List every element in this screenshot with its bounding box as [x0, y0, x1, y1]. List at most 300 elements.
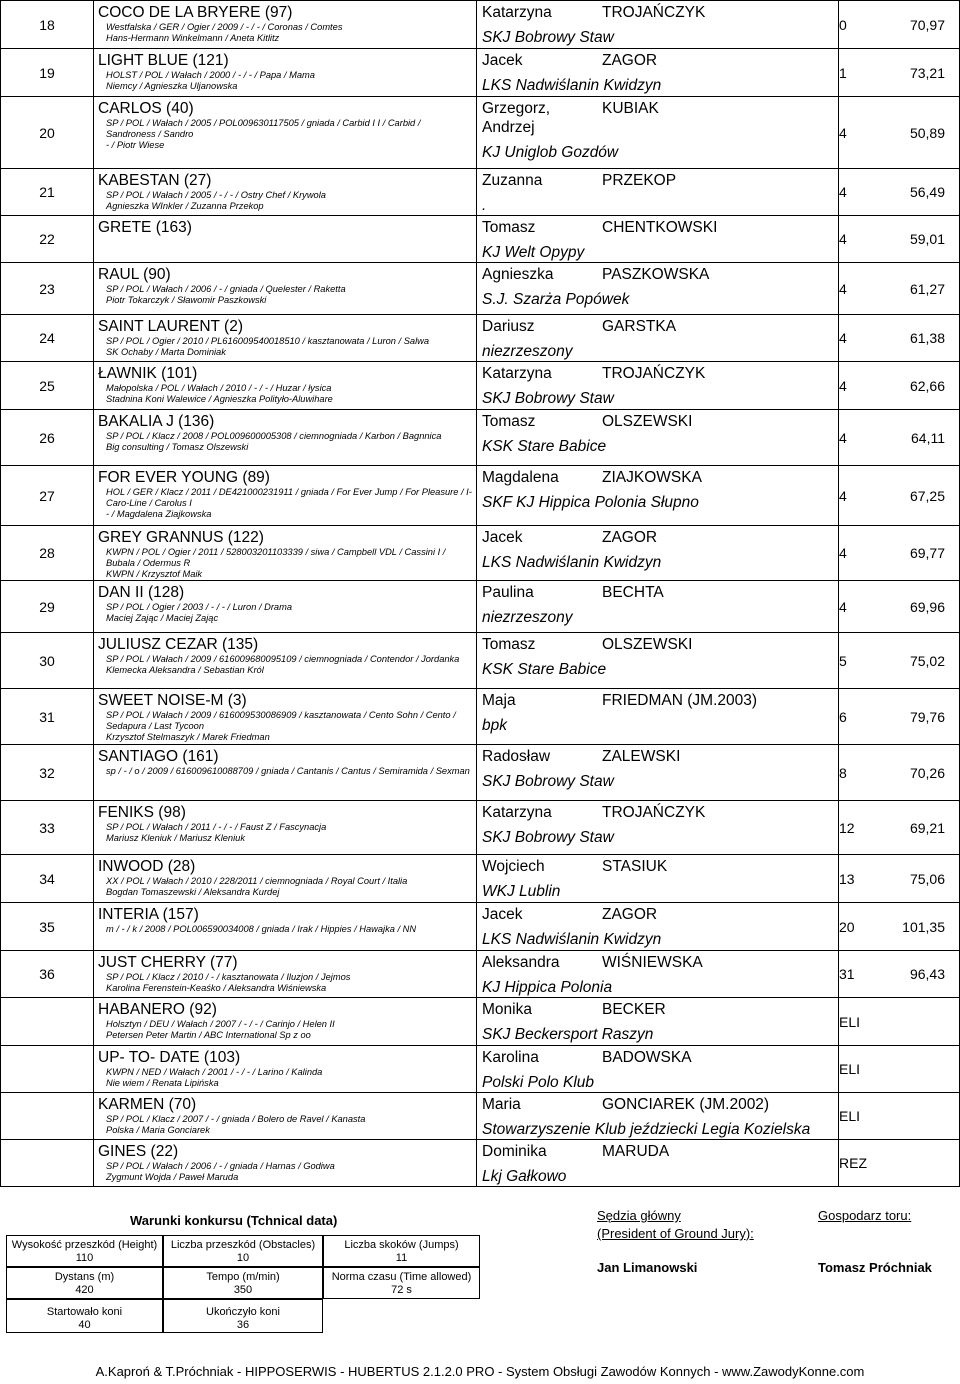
- rider-cell: [477, 1046, 839, 1093]
- rider-club: bpk: [482, 717, 507, 734]
- rider-cell: [477, 97, 839, 169]
- horse-info: [98, 383, 472, 405]
- round-time: 50,89: [909, 124, 945, 141]
- round-time: 69,96: [909, 598, 945, 615]
- horse-cell: [94, 410, 477, 466]
- result-cell: [839, 1140, 960, 1187]
- horse-info: [98, 70, 472, 92]
- rider-club: SKJ Bobrowy Staw: [482, 29, 614, 46]
- distance-box: [6, 1267, 163, 1299]
- horse-info-line: SP / POL / Wałach / 2006 / - / gniada / Quelester / Raketta: [106, 284, 346, 294]
- tempo-label: Tempo (m/min): [206, 1271, 280, 1283]
- height-value: 110: [75, 1252, 94, 1264]
- rider-last-name: BECHTA: [602, 584, 664, 601]
- horse-info: [98, 336, 472, 358]
- table-row: [1, 951, 960, 998]
- rider-last-name: MARUDA: [602, 1143, 670, 1160]
- horse-info: [98, 1019, 472, 1041]
- place-cell: 23: [1, 263, 94, 315]
- rider-cell: [477, 801, 839, 855]
- rider-first-name: Radosław: [482, 748, 551, 765]
- obstacles-value: 10: [236, 1252, 250, 1264]
- result-cell: [839, 998, 960, 1046]
- horse-name: SAINT LAURENT (2): [98, 318, 243, 335]
- horse-cell: [94, 97, 477, 169]
- table-row: [1, 526, 960, 581]
- tempo-value: 350: [233, 1284, 253, 1296]
- started-label: Startowało koni: [46, 1306, 123, 1318]
- horse-info: [98, 654, 472, 676]
- round-time: [898, 1155, 945, 1171]
- distance-label: Dystans (m): [54, 1271, 115, 1283]
- horse-info: [98, 284, 472, 306]
- place-cell: 19: [1, 49, 94, 97]
- rider-club: KSK Stare Babice: [482, 438, 607, 455]
- rider-club: KJ Uniglob Gozdów: [482, 144, 619, 161]
- horse-cell: [94, 1046, 477, 1093]
- place-cell: 28: [1, 526, 94, 581]
- rider-last-name: ZAGOR: [602, 52, 658, 69]
- place-cell: 29: [1, 581, 94, 633]
- rider-cell: [477, 1140, 839, 1187]
- horse-name: BAKALIA J (136): [98, 413, 215, 430]
- horse-cell: [94, 263, 477, 315]
- jumps-value: 11: [395, 1252, 408, 1264]
- rider-club: LKS Nadwiślanin Kwidzyn: [482, 77, 662, 94]
- rider-first-name: Magdalena: [482, 469, 559, 486]
- horse-info: [98, 118, 472, 151]
- horse-info-line: Holsztyn / DEU / Wałach / 2007 / - / - / Carinjo / Helen II: [106, 1019, 335, 1029]
- round-time: 64,11: [911, 429, 945, 446]
- table-row: [1, 903, 960, 951]
- place-cell: 27: [1, 466, 94, 526]
- conditions-title: Warunki konkursu (Tchnical data): [130, 1213, 338, 1228]
- rider-last-name: GARSTKA: [602, 318, 677, 335]
- place-cell: 33: [1, 801, 94, 855]
- horse-info: [98, 602, 472, 624]
- rider-cell: [477, 855, 839, 903]
- rider-first-name: Wojciech: [482, 858, 545, 875]
- horse-info-line: SP / POL / Wałach / 2006 / - / gniada / Harnas / Godiwa: [106, 1161, 335, 1171]
- rider-cell: [477, 951, 839, 998]
- rider-last-name: PRZEKOP: [602, 172, 677, 189]
- table-row: [1, 801, 960, 855]
- table-row: [1, 633, 960, 689]
- horse-info: [98, 22, 472, 44]
- rider-last-name: KUBIAK: [602, 100, 659, 117]
- rider-club: LKS Nadwiślanin Kwidzyn: [482, 931, 662, 948]
- rider-last-name: GONCIAREK (JM.2002): [602, 1096, 770, 1113]
- rider-last-name: ZAGOR: [602, 529, 658, 546]
- penalty-points: ELI: [839, 1013, 861, 1030]
- place-cell: 18: [1, 1, 94, 49]
- horse-info-line: Klemecka Aleksandra / Sebastian Król: [106, 665, 264, 675]
- penalty-points: 0: [839, 16, 847, 33]
- rider-club: SKJ Beckersport Raszyn: [482, 1026, 654, 1043]
- table-row: [1, 855, 960, 903]
- result-cell: [839, 362, 960, 410]
- round-time: 79,76: [909, 708, 945, 725]
- horse-info-line: KWPN / Krzysztof Maik: [106, 569, 203, 579]
- horse-info-line: Karolina Ferenstein-Keaśko / Aleksandra Wiśniewska: [106, 983, 327, 993]
- horse-cell: [94, 903, 477, 951]
- horse-info-line: Bogdan Tomaszewski / Aleksandra Kurdej: [106, 887, 280, 897]
- result-cell: [839, 1046, 960, 1093]
- horse-cell: [94, 951, 477, 998]
- rider-first-name: Katarzyna: [482, 365, 552, 382]
- horse-info: [98, 822, 472, 844]
- horse-info-line: SP / POL / Klacz / 2008 / POL009600005308 / ciemnogniada / Karbon / Bagnnica: [106, 431, 442, 441]
- round-time: 67,25: [909, 487, 945, 504]
- rider-club: niezrzeszony: [482, 343, 573, 360]
- obstacles-box: [163, 1235, 323, 1267]
- result-cell: [839, 951, 960, 998]
- horse-name: KARMEN (70): [98, 1096, 197, 1113]
- horse-info-line: HOL / GER / Klacz / 2011 / DE421000231911 / gniada / For Ever Jump / For Pleasure / I-Caro-Line / Carolus I: [106, 487, 472, 508]
- rider-last-name: PASZKOWSKA: [602, 266, 710, 283]
- place-cell: 24: [1, 315, 94, 362]
- rider-last-name: STASIUK: [602, 858, 668, 875]
- rider-club: .: [482, 197, 487, 214]
- rider-last-name: TROJAŃCZYK: [602, 804, 706, 821]
- time-allowed-label: Norma czasu (Time allowed): [331, 1271, 472, 1283]
- penalty-points: 12: [839, 819, 855, 836]
- rider-cell: [477, 903, 839, 951]
- obstacles-label: Liczba przeszkód (Obstacles): [170, 1239, 316, 1251]
- rider-cell: [477, 689, 839, 745]
- horse-name: FENIKS (98): [98, 804, 186, 821]
- result-cell: [839, 97, 960, 169]
- rider-club: Polski Polo Klub: [482, 1074, 595, 1091]
- rider-cell: [477, 49, 839, 97]
- horse-name: INWOOD (28): [98, 858, 196, 875]
- rider-cell: [477, 466, 839, 526]
- penalty-points: 4: [839, 487, 847, 504]
- rider-club: WKJ Lublin: [482, 883, 561, 900]
- rider-cell: [477, 263, 839, 315]
- round-time: 69,21: [909, 819, 945, 836]
- table-row: [1, 1140, 960, 1187]
- horse-name: LIGHT BLUE (121): [98, 52, 229, 69]
- rider-cell: [477, 745, 839, 801]
- place-cell: 30: [1, 633, 94, 689]
- judge-label-en: (President of Ground Jury):: [597, 1226, 754, 1241]
- penalty-points: 4: [839, 184, 847, 200]
- distance-value: 420: [75, 1284, 94, 1296]
- result-cell: [839, 315, 960, 362]
- rider-club: LKS Nadwiślanin Kwidzyn: [482, 554, 662, 571]
- horse-info-line: Krzysztof Stelmaszyk / Marek Friedman: [106, 732, 270, 742]
- place-cell: [1, 998, 94, 1046]
- horse-info-line: - / Magdalena Ziajkowska: [106, 509, 212, 519]
- table-row: [1, 216, 960, 263]
- finished-box: [163, 1299, 323, 1333]
- horse-info-line: SP / POL / Klacz / 2007 / - / gniada / Bolero de Ravel / Kanasta: [106, 1114, 366, 1124]
- rider-first-name: Tomasz: [482, 636, 536, 653]
- result-cell: [839, 216, 960, 263]
- result-cell: [839, 581, 960, 633]
- rider-cell: [477, 581, 839, 633]
- started-value: 40: [78, 1319, 91, 1331]
- rider-last-name: ZIAJKOWSKA: [602, 469, 702, 486]
- horse-name: GINES (22): [98, 1143, 179, 1160]
- rider-club: KJ Welt Opypy: [482, 244, 585, 261]
- rider-first-name: Dariusz: [482, 318, 535, 335]
- horse-name: SANTIAGO (161): [98, 748, 219, 765]
- rider-first-name: Jacek: [482, 906, 523, 923]
- table-row: [1, 315, 960, 362]
- horse-info: [98, 190, 472, 212]
- horse-info: [98, 710, 472, 743]
- height-label: Wysokość przeszkód (Height): [11, 1239, 158, 1251]
- rider-cell: [477, 1093, 839, 1140]
- rider-club: SKJ Bobrowy Staw: [482, 390, 614, 407]
- horse-cell: [94, 998, 477, 1046]
- rider-last-name: ZALEWSKI: [602, 748, 681, 765]
- table-row: [1, 263, 960, 315]
- horse-name: UP- TO- DATE (103): [98, 1049, 241, 1066]
- result-cell: [839, 410, 960, 466]
- horse-info-line: SP / POL / Klacz / 2010 / - / kasztanowata / Iluzjon / Jejmos: [106, 972, 351, 982]
- horse-name: FOR EVER YOUNG (89): [98, 469, 270, 486]
- rider-first-name: Grzegorz, Andrzej: [482, 100, 551, 136]
- horse-name: HABANERO (92): [98, 1001, 217, 1018]
- rider-first-name: Aleksandra: [482, 954, 560, 971]
- result-cell: [839, 263, 960, 315]
- round-time: 69,77: [909, 545, 945, 561]
- place-cell: [1, 1140, 94, 1187]
- penalty-points: 5: [839, 652, 847, 669]
- horse-cell: [94, 745, 477, 801]
- round-time: [898, 1108, 945, 1124]
- table-row: [1, 1, 960, 49]
- horse-info: [98, 1161, 472, 1183]
- horse-info-line: Niemcy / Agnieszka Uljanowska: [106, 81, 238, 91]
- place-cell: 20: [1, 97, 94, 169]
- horse-cell: [94, 49, 477, 97]
- rider-club: SKJ Bobrowy Staw: [482, 829, 614, 846]
- round-time: 62,66: [909, 377, 945, 394]
- rider-club: SKF KJ Hippica Polonia Słupno: [482, 494, 699, 511]
- penalty-points: 31: [839, 966, 855, 982]
- horse-info: [98, 1067, 472, 1089]
- table-row: [1, 169, 960, 216]
- place-cell: 32: [1, 745, 94, 801]
- horse-cell: [94, 466, 477, 526]
- horse-info-line: sp / - / o / 2009 / 616009610088709 / gniada / Cantanis / Cantus / Semiramida / Sexman: [106, 766, 470, 776]
- horse-info: [98, 972, 472, 994]
- rider-cell: [477, 998, 839, 1046]
- round-time: [898, 1061, 945, 1077]
- penalty-points: 4: [839, 598, 847, 615]
- penalty-points: ELI: [839, 1108, 861, 1124]
- horse-cell: [94, 1093, 477, 1140]
- rider-club: S.J. Szarża Popówek: [482, 291, 630, 308]
- judge-block: [597, 1207, 754, 1277]
- rider-first-name: Agnieszka: [482, 266, 554, 283]
- horse-cell: [94, 362, 477, 410]
- horse-info-line: m / - / k / 2008 / POL006590034008 / gniada / Irak / Hippies / Hawajka / NN: [106, 924, 417, 934]
- rider-last-name: BECKER: [602, 1001, 666, 1018]
- rider-cell: [477, 315, 839, 362]
- horse-name: SWEET NOISE-M (3): [98, 692, 247, 709]
- horse-name: JULIUSZ CEZAR (135): [98, 636, 259, 653]
- horse-info: [98, 924, 472, 935]
- place-cell: [1, 1093, 94, 1140]
- horse-info: [98, 547, 472, 580]
- horse-info-line: Zygmunt Wojda / Paweł Maruda: [106, 1172, 239, 1182]
- rider-first-name: Karolina: [482, 1049, 539, 1066]
- result-cell: [839, 689, 960, 745]
- horse-name: CARLOS (40): [98, 100, 194, 117]
- result-cell: [839, 1, 960, 49]
- rider-first-name: Tomasz: [482, 413, 536, 430]
- horse-cell: [94, 581, 477, 633]
- table-row: [1, 998, 960, 1046]
- horse-info-line: KWPN / NED / Wałach / 2001 / - / - / Larino / Kalinda: [106, 1067, 323, 1077]
- penalty-points: 20: [839, 918, 855, 935]
- round-time: 70,97: [909, 16, 945, 33]
- horse-name: KABESTAN (27): [98, 172, 212, 189]
- penalty-points: 4: [839, 231, 847, 247]
- round-time: 96,43: [909, 966, 945, 982]
- horse-cell: [94, 689, 477, 745]
- round-time: 56,49: [909, 184, 945, 200]
- rider-last-name: FRIEDMAN (JM.2003): [602, 692, 758, 709]
- round-time: 61,27: [909, 280, 945, 297]
- horse-info: [98, 876, 472, 898]
- horse-name: INTERIA (157): [98, 906, 199, 923]
- height-box: [6, 1235, 163, 1267]
- horse-info-line: KWPN / POL / Ogier / 2011 / 528003201103339 / siwa / Campbell VDL / Cassini I / Bubala / Odermus R: [106, 547, 446, 568]
- horse-info-line: SP / POL / Ogier / 2010 / PL616009540018510 / kasztanowata / Luron / Salwa: [106, 336, 430, 346]
- place-cell: 35: [1, 903, 94, 951]
- round-time: [898, 1014, 945, 1030]
- started-box: [6, 1299, 163, 1333]
- rider-first-name: Monika: [482, 1001, 532, 1018]
- table-row: [1, 1093, 960, 1140]
- result-cell: [839, 745, 960, 801]
- table-row: [1, 1046, 960, 1093]
- horse-info-line: - / Piotr Wiese: [106, 140, 165, 150]
- judge-name: Jan Limanowski: [597, 1260, 698, 1275]
- rider-cell: [477, 633, 839, 689]
- place-cell: 22: [1, 216, 94, 263]
- result-cell: [839, 855, 960, 903]
- rider-last-name: WIŚNIEWSKA: [602, 954, 703, 971]
- jumps-label: Liczba skoków (Jumps): [344, 1239, 459, 1251]
- judge-label: Sędzia główny: [597, 1208, 681, 1223]
- round-time: 61,38: [909, 330, 945, 346]
- rider-cell: [477, 362, 839, 410]
- rider-club: niezrzeszony: [482, 609, 573, 626]
- place-cell: 21: [1, 169, 94, 216]
- rider-last-name: CHENTKOWSKI: [602, 219, 718, 236]
- horse-cell: [94, 526, 477, 581]
- horse-info-line: Stadnina Koni Walewice / Agnieszka Polityło-Aluwihare: [106, 394, 333, 404]
- place-cell: 25: [1, 362, 94, 410]
- table-row: [1, 581, 960, 633]
- rider-last-name: OLSZEWSKI: [602, 413, 693, 430]
- penalty-points: 4: [839, 429, 847, 446]
- horse-name: JUST CHERRY (77): [98, 954, 238, 971]
- penalty-points: 4: [839, 280, 847, 297]
- round-time: 75,02: [909, 652, 945, 669]
- rider-first-name: Jacek: [482, 529, 523, 546]
- round-time: 75,06: [909, 870, 945, 887]
- rider-first-name: Dominika: [482, 1143, 547, 1160]
- time-allowed-box: [323, 1267, 480, 1299]
- rider-last-name: ZAGOR: [602, 906, 658, 923]
- horse-name: COCO DE LA BRYERE (97): [98, 4, 293, 21]
- result-cell: [839, 801, 960, 855]
- table-row: [1, 49, 960, 97]
- horse-name: DAN II (128): [98, 584, 185, 601]
- result-cell: [839, 903, 960, 951]
- finished-label: Ukończyło koni: [206, 1306, 280, 1318]
- rider-last-name: OLSZEWSKI: [602, 636, 693, 653]
- horse-info-line: HOLST / POL / Wałach / 2000 / - / - / Papa / Mama: [106, 70, 315, 80]
- rider-cell: [477, 169, 839, 216]
- finished-value: 36: [236, 1319, 250, 1331]
- horse-info: [98, 766, 472, 777]
- host-name: Tomasz Próchniak: [818, 1260, 932, 1275]
- rider-first-name: Tomasz: [482, 219, 536, 236]
- rider-cell: [477, 216, 839, 263]
- horse-info-line: Maciej Zając / Maciej Zając: [106, 613, 219, 623]
- round-time: 73,21: [909, 64, 945, 81]
- penalty-points: REZ: [839, 1155, 867, 1171]
- horse-info-line: SP / POL / Wałach / 2009 / 616009530086909 / kasztanowata / Cento Sohn / Cento / Sedapura / Last Tycoon: [106, 710, 456, 731]
- horse-info-line: Mariusz Kleniuk / Mariusz Kleniuk: [106, 833, 245, 843]
- result-cell: [839, 169, 960, 216]
- table-row: [1, 97, 960, 169]
- result-cell: [839, 49, 960, 97]
- rider-first-name: Paulina: [482, 584, 534, 601]
- horse-name: RAUL (90): [98, 266, 171, 283]
- horse-info-line: Polska / Maria Gonciarek: [106, 1125, 210, 1135]
- horse-info-line: Piotr Tokarczyk / Sławomir Paszkowski: [106, 295, 267, 305]
- horse-name: GREY GRANNUS (122): [98, 529, 264, 546]
- results-body: [1, 1, 960, 1187]
- horse-cell: [94, 216, 477, 263]
- rider-cell: [477, 1, 839, 49]
- footer-credits: A.Kaproń & T.Próchniak - HIPPOSERWIS - HUBERTUS 2.1.2.0 PRO - System Obsługi Zawodów Konnych - www.ZawodyKonne.com: [95, 1364, 865, 1379]
- horse-info-line: SP / POL / Wałach / 2011 / - / - / Faust Z / Fascynacja: [106, 822, 327, 832]
- penalty-points: 4: [839, 377, 847, 394]
- table-row: [1, 689, 960, 745]
- horse-cell: [94, 169, 477, 216]
- rider-first-name: Maria: [482, 1096, 521, 1113]
- horse-info-line: SP / POL / Wałach / 2005 / - / - / Ostry Chef / Krywola: [106, 190, 326, 200]
- place-cell: 34: [1, 855, 94, 903]
- penalty-points: 4: [839, 124, 847, 141]
- horse-cell: [94, 801, 477, 855]
- result-cell: [839, 466, 960, 526]
- rider-club: KSK Stare Babice: [482, 661, 607, 678]
- penalty-points: 4: [839, 545, 847, 561]
- horse-info-line: Hans-Hermann Winkelmann / Aneta Kitlitz: [106, 33, 280, 43]
- penalty-points: 13: [839, 870, 855, 887]
- horse-info: [98, 487, 472, 520]
- place-cell: [1, 1046, 94, 1093]
- horse-info-line: Nie wiem / Renata Lipińska: [106, 1078, 219, 1088]
- rider-first-name: Maja: [482, 692, 516, 709]
- round-time: 59,01: [909, 231, 945, 247]
- rider-club: Lkj Gałkowo: [482, 1168, 567, 1185]
- penalty-points: 8: [839, 764, 847, 781]
- rider-first-name: Katarzyna: [482, 804, 552, 821]
